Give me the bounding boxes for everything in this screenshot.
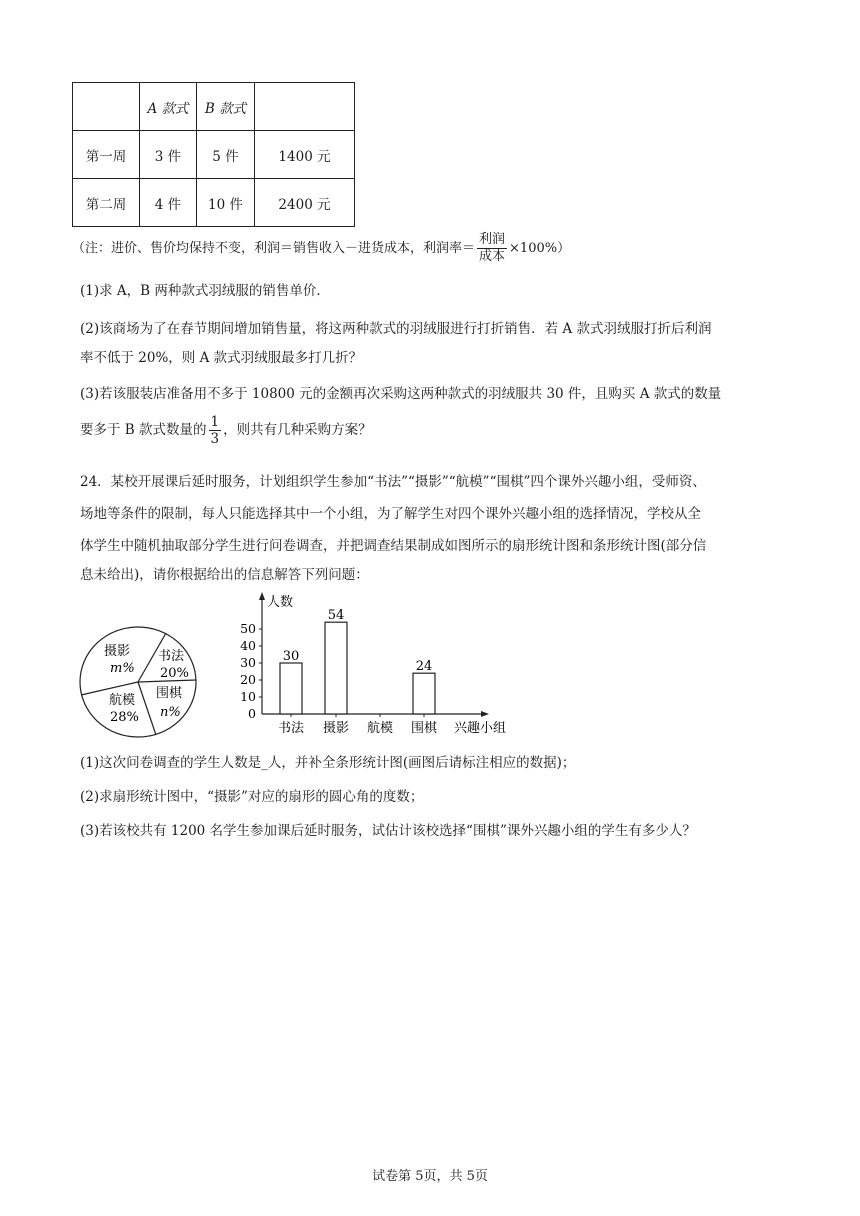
page-footer: 试卷第 5页，共 5页 — [372, 1169, 488, 1184]
q24-line4: 息未给出)，请你根据给出的信息解答下列问题： — [80, 567, 369, 583]
table-row — [73, 179, 355, 227]
table-cell: 第二周 — [73, 179, 140, 227]
table-cell: 5 件 — [197, 131, 255, 179]
q24-part2: (2)求扇形统计图中，“摄影”对应的扇形的圆心角的度数； — [80, 789, 424, 805]
table-cell: 4 件 — [140, 179, 197, 227]
pie-label-sheying: 摄影 — [104, 644, 131, 659]
q23-part3-line2 — [80, 414, 372, 447]
table-cell: 10 件 — [197, 179, 255, 227]
q23-part2-line2: 率不低于 20%，则 A 款式羽绒服最多打几折？ — [80, 350, 363, 366]
x-tick-label: 摄影 — [322, 721, 350, 736]
fraction-numerator: 利润 — [479, 232, 506, 247]
x-tick-label: 航模 — [366, 721, 394, 736]
pie-chart — [78, 625, 202, 743]
table-cell — [255, 83, 355, 131]
one-third-fraction — [209, 414, 222, 447]
y-tick-label: 40 — [240, 638, 256, 653]
pie-pct-hangmo: 28% — [110, 710, 139, 725]
y-tick-label: 20 — [240, 672, 256, 687]
q23-part1: (1)求 A，B 两种款式羽绒服的销售单价． — [80, 283, 330, 299]
table-cell: 1400 元 — [255, 131, 355, 179]
pie-label-weiqi: 围棋 — [156, 686, 183, 701]
note-suffix: ×100%） — [509, 241, 571, 256]
y-axis-label: 人数 — [267, 595, 294, 610]
x-axis-arrow — [481, 711, 489, 717]
bar-chart — [225, 590, 520, 740]
table-cell: A 款式 — [140, 83, 197, 131]
q23-part3-pre: 要多于 B 款式数量的 — [80, 422, 207, 438]
bar-1 — [280, 663, 302, 714]
pie-pct-sheying: m% — [110, 661, 135, 676]
table-row — [73, 131, 355, 179]
bar-data-label: 30 — [282, 649, 300, 664]
fraction-denominator: 3 — [210, 431, 220, 447]
q24-part1: (1)这次问卷调查的学生人数是_人，并补全条形统计图(画图后请标注相应的数据)； — [80, 755, 576, 771]
q23-part2-line1: (2)该商场为了在春节期间增加销售量，将这两种款式的羽绒服进行打折销售．若 A 款式羽绒服打折后利润 — [80, 321, 712, 337]
q24-line2: 场地等条件的限制，每人只能选择其中一个小组，为了解学生对四个课外兴趣小组的选择情况，学校从全 — [80, 506, 701, 522]
note-line — [72, 232, 570, 265]
x-tick-label: 围棋 — [410, 721, 438, 736]
bar-data-label: 24 — [415, 659, 433, 675]
q23-part3-line1: (3)若该服装店准备用不多于 10800 元的金额再次采购这两种款式的羽绒服共 30 件，且购买 A 款式的数量 — [80, 386, 722, 402]
bar-4 — [413, 673, 435, 714]
pie-pct-shufa: 20% — [160, 666, 189, 681]
q24-line1: 24．某校开展课后延时服务，计划组织学生参加“书法”“摄影”“航模”“围棋”四个课外兴趣小组，受师资、 — [80, 474, 706, 490]
note-prefix: （注：进价、售价均保持不变，利润＝销售收入－进货成本，利润率＝ — [72, 241, 476, 256]
pie-pct-weiqi: n% — [160, 705, 181, 720]
table-cell: 第一周 — [73, 131, 140, 179]
x-axis-label: 兴趣小组 — [454, 721, 507, 736]
y-tick-label: 0 — [248, 706, 256, 721]
y-axis-arrow — [259, 592, 265, 600]
pie-label-hangmo: 航模 — [109, 693, 136, 708]
pie-divider — [138, 682, 156, 735]
fraction-numerator: 1 — [210, 414, 220, 430]
q23-part3-post: ，则共有几种采购方案？ — [223, 422, 372, 438]
y-tick-label: 50 — [240, 621, 256, 636]
bar-data-label: 54 — [327, 608, 345, 624]
table-cell: 3 件 — [140, 131, 197, 179]
q24-part3: (3)若该校共有 1200 名学生参加课后延时服务，试估计该校选择“围棋”课外兴趣小组的学生有多少人？ — [80, 823, 696, 839]
x-tick-label: 书法 — [277, 721, 305, 736]
fraction-denominator: 成本 — [479, 249, 506, 264]
bar-2 — [325, 622, 347, 714]
y-tick-label: 10 — [240, 689, 256, 704]
pie-label-shufa: 书法 — [158, 649, 185, 664]
table-cell: B 款式 — [197, 83, 255, 131]
bar-chart-plot — [240, 592, 506, 736]
table-header-row — [73, 83, 355, 131]
q24-line3: 体学生中随机抽取部分学生进行问卷调查，并把调查结果制成如图所示的扇形统计图和条形统计图(部分信 — [80, 538, 707, 554]
profit-fraction — [477, 232, 507, 265]
sales-table — [72, 82, 355, 227]
table-cell: 2400 元 — [255, 179, 355, 227]
y-tick-label: 30 — [240, 655, 256, 670]
table-cell — [73, 83, 140, 131]
